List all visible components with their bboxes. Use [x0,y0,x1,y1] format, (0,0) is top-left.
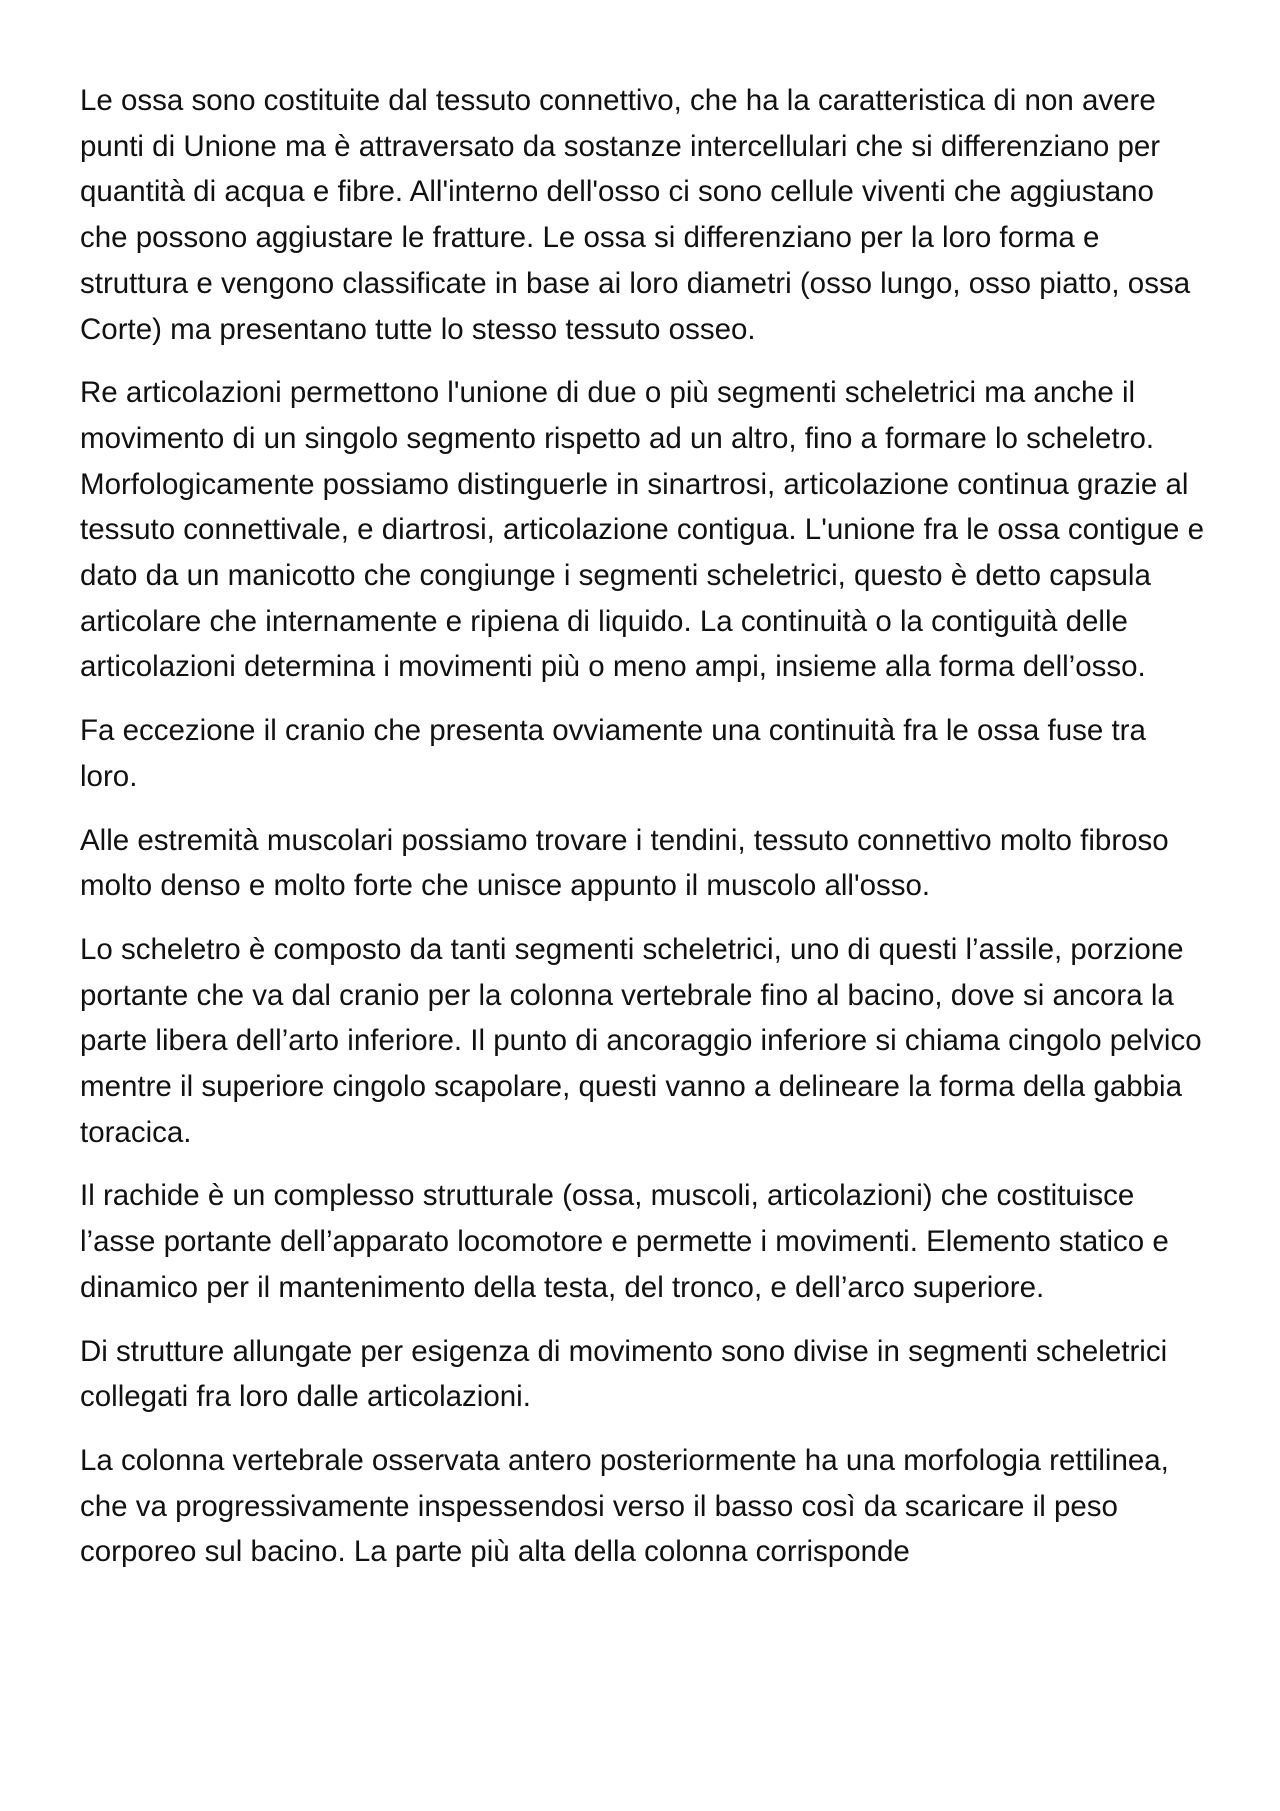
paragraph-scheletro: Lo scheletro è composto da tanti segmenti scheletrici, uno di questi l’assile, porzione portante che va dal cranio per la colonna vertebrale fino al bacino, dove si ancora la parte libera dell’arto inferiore. Il punto di ancoraggio inferiore si chiama cingolo pelvico mentre il superiore cingolo scapolare, questi vanno a delineare la forma della gabbia toracica. [80,932,1202,1149]
paragraph-articolazioni: Re articolazioni permettono l'unione di due o più segmenti scheletrici ma anche il movimento di un singolo segmento rispetto ad un altro, fino a formare lo scheletro. Morfologicamente possiamo distinguerle in sinartrosi, articolazione continua grazie al tessuto connettivale, e diartrosi, articolazione contigua. L'unione fra le ossa contigue e dato da un manicotto che congiunge i segmenti scheletrici, questo è detto capsula articolare che internamente e ripiena di liquido. La continuità o la contiguità delle articolazioni determina i movimenti più o meno ampi, insieme alla forma dell’osso. [80,376,1205,684]
paragraph-tendini: Alle estremità muscolari possiamo trovare i tendini, tessuto connettivo molto fibroso molto denso e molto forte che unisce appunto il muscolo all'osso. [80,823,1169,903]
paragraph-rachide: Il rachide è un complesso strutturale (ossa, muscoli, articolazioni) che costituisce l’asse portante dell’apparato locomotore e permette i movimenti. Elemento statico e dinamico per il mantenimento della testa, del tronco, e dell’arco superiore. [80,1179,1169,1304]
paragraph-cranio: Fa eccezione il cranio che presenta ovviamente una continuità fra le ossa fuse tra loro. [80,714,1146,793]
paragraph-colonna: La colonna vertebrale osservata antero posteriormente ha una morfologia rettilinea, che va progressivamente inspessendosi verso il basso così da scaricare il peso corporeo sul bacino. La parte più alta della colonna corrisponde [80,1443,1169,1569]
paragraph-ossa: Le ossa sono costituite dal tessuto connettivo, che ha la caratteristica di non avere punti di Unione ma è attraversato da sostanze intercellulari che si differenziano per quantità di acqua e fibre. All'interno dell'osso ci sono cellule viventi che aggiustano che possono aggiustare le fratture. Le ossa si differenziano per la loro forma e struttura e vengono classificate in base ai loro diametri (osso lungo, osso piatto, ossa Corte) ma presentano tutte lo stesso tessuto osseo. [80,84,1191,346]
paragraph-strutture: Di strutture allungate per esigenza di movimento sono divise in segmenti scheletrici collegati fra loro dalle articolazioni. [80,1334,1168,1414]
